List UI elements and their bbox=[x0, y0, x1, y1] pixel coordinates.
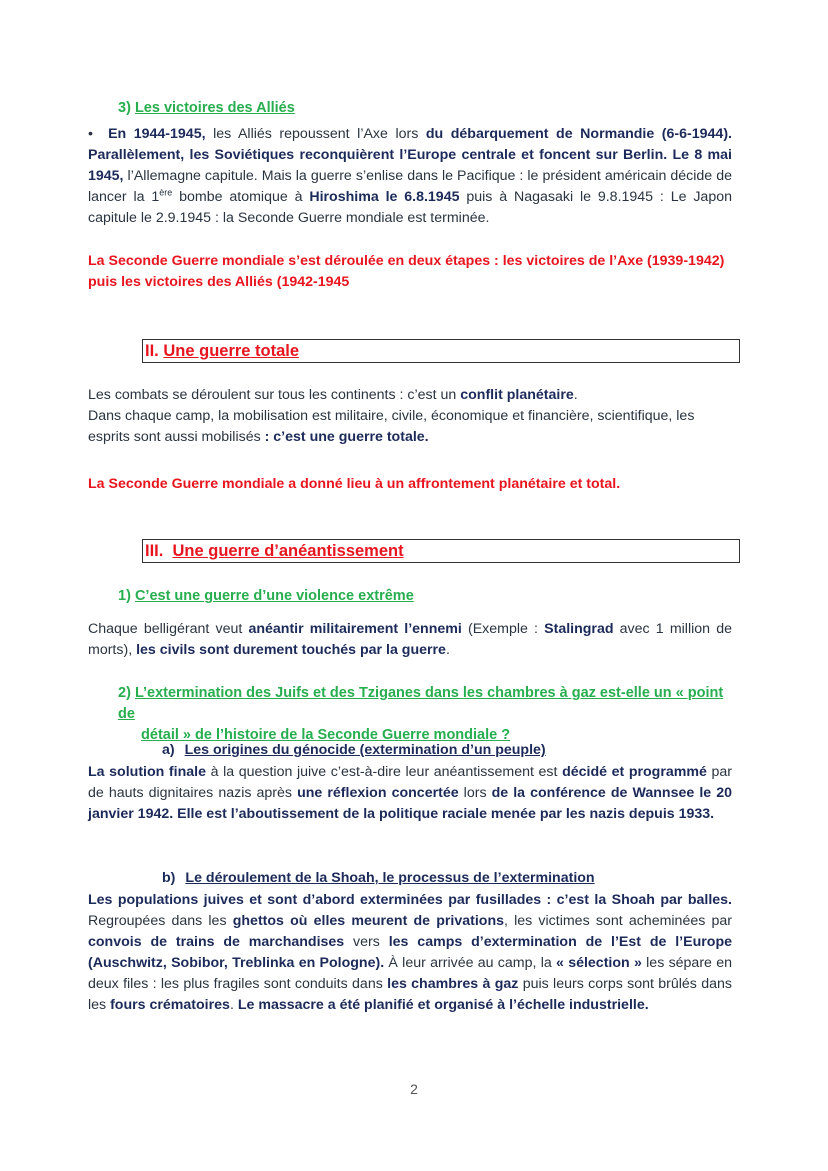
superscript: ère bbox=[159, 187, 173, 198]
violence-paragraph bbox=[88, 619, 732, 661]
section-number: 1) bbox=[118, 588, 131, 604]
text-bold: Le massacre a été planifié et organisé à l’échelle industrielle. bbox=[237, 997, 649, 1013]
section-number: 2) bbox=[118, 685, 131, 701]
section-title-line-1: L’extermination des Juifs et des Tziganes dans les chambres à gaz est-elle un « point bbox=[134, 685, 724, 701]
text-bold: Les populations juives et sont d’abord exterminées par fusillades : c’est la Shoah par balles. bbox=[88, 892, 732, 908]
part-title: Une guerre d’anéantissement bbox=[172, 542, 404, 560]
section-title-line-2: détail » de l’histoire de la Seconde Guerre mondiale ? bbox=[141, 727, 511, 743]
allies-victories-paragraph bbox=[88, 124, 732, 229]
subsection-title: Le déroulement de la Shoah, le processus de l’extermination bbox=[185, 870, 595, 886]
text: puis leurs corps sont brûlés dans les bbox=[88, 976, 732, 1013]
text-bold: fours crématoires bbox=[110, 997, 230, 1013]
text-bold: En 1944-1945, bbox=[108, 126, 206, 142]
subsection-heading-shoah-process bbox=[162, 868, 595, 889]
text: . bbox=[229, 997, 238, 1013]
text-bold: conflit planétaire bbox=[460, 387, 574, 403]
text: Dans chaque camp, la mobilisation est militaire, civile, économique et financière, scientifique, les esprits sont aussi mobilisés bbox=[88, 408, 695, 445]
text-bold: : c’est une guerre totale. bbox=[264, 429, 429, 445]
subsection-heading-genocide-origins bbox=[162, 740, 546, 761]
text: Chaque belligérant veut bbox=[88, 621, 249, 637]
section-heading-allies-victories bbox=[118, 98, 295, 119]
text-bold: les camps d’extermination de l’Est de l’Europe (Auschwitz, Sobibor, Treblinka en Pologne). bbox=[88, 934, 732, 971]
text: les sépare en deux files : les plus fragiles sont conduits dans bbox=[88, 955, 732, 992]
text: lors bbox=[458, 785, 492, 801]
text-bold: Stalingrad bbox=[544, 621, 614, 637]
section-number: 3) bbox=[118, 100, 131, 116]
text-bold: « sélection » bbox=[556, 955, 642, 971]
section-title: C’est une guerre d’une violence extrême bbox=[134, 588, 414, 604]
part-title: Une guerre totale bbox=[163, 342, 300, 360]
text: les Alliés repoussent l’Axe lors bbox=[205, 126, 426, 142]
text-bold: une réflexion concertée bbox=[297, 785, 459, 801]
text: , les victimes sont acheminées par bbox=[504, 913, 732, 929]
text-bold: convois de trains de marchandises bbox=[88, 934, 345, 950]
text-bold: décidé et programmé bbox=[562, 764, 707, 780]
summary-two-stages: La Seconde Guerre mondiale s’est déroulée en deux étapes : les victoires de l’Axe (1939-1942) puis les victoires des Alliés (1942-1945 bbox=[88, 253, 725, 290]
subsection-letter: a) bbox=[162, 742, 175, 758]
text-bold: de la conférence de Wannsee le 20 janvier 1942. Elle est l’aboutissement de la politique raciale menée par les nazis depuis 1933. bbox=[88, 785, 732, 822]
part-heading-annihilation-war bbox=[142, 539, 740, 563]
text-bold: les civils sont durement touchés par la guerre bbox=[136, 642, 446, 658]
section-heading-extermination bbox=[118, 683, 743, 746]
text: à la question juive c’est-à-dire leur anéantissement est bbox=[205, 764, 563, 780]
text: bombe atomique à bbox=[172, 189, 310, 205]
text: avec 1 million de morts), bbox=[88, 621, 732, 658]
text-bold: La solution finale bbox=[88, 764, 206, 780]
subsection-letter: b) bbox=[162, 870, 176, 886]
summary-total-war: La Seconde Guerre mondiale a donné lieu à un affrontement planétaire et total. bbox=[88, 476, 621, 492]
part-number: II. bbox=[145, 342, 159, 360]
part-heading-total-war bbox=[142, 339, 740, 363]
text-bold: du débarquement de Normandie (6-6-1944). Parallèlement, les Soviétiques reconquièrent l’Europe centrale et foncent sur Berlin. Le 8 mai 1945, bbox=[88, 126, 732, 184]
text: (Exemple : bbox=[461, 621, 545, 637]
bullet-icon: • bbox=[88, 126, 93, 142]
subsection-title: Les origines du génocide (extermination d’un peuple) bbox=[184, 742, 546, 758]
text: puis à Nagasaki le 9.8.1945 : Le Japon capitule le 2.9.1945 : la Seconde Guerre mondiale est terminée. bbox=[88, 189, 732, 226]
text-bold: ghettos où elles meurent de privations bbox=[232, 913, 505, 929]
text: par de hauts dignitaires nazis après bbox=[88, 764, 732, 801]
text-bold: anéantir militairement l’ennemi bbox=[248, 621, 462, 637]
text: Les combats se déroulent sur tous les continents : c’est un bbox=[88, 387, 461, 403]
text: l’Allemagne capitule. Mais la guerre s’enlise dans le Pacifique : le président américain décide de lancer la 1 bbox=[88, 168, 732, 205]
text: À leur arrivée au camp, la bbox=[384, 955, 557, 971]
shoah-process-paragraph bbox=[88, 890, 732, 1016]
section-title-word: de bbox=[118, 706, 135, 722]
text: . bbox=[445, 642, 450, 658]
section-title: Les victoires des Alliés bbox=[134, 100, 295, 116]
text: vers bbox=[344, 934, 389, 950]
text-bold: Hiroshima le 6.8.1945 bbox=[309, 189, 460, 205]
total-war-paragraph bbox=[88, 385, 732, 448]
section-heading-extreme-violence bbox=[118, 586, 414, 607]
genocide-origins-paragraph bbox=[88, 762, 732, 825]
page-number: 2 bbox=[410, 1081, 418, 1097]
text-bold: les chambres à gaz bbox=[387, 976, 519, 992]
text: . bbox=[573, 387, 578, 403]
part-number: III. bbox=[145, 542, 164, 560]
text: Regroupées dans les bbox=[88, 913, 233, 929]
